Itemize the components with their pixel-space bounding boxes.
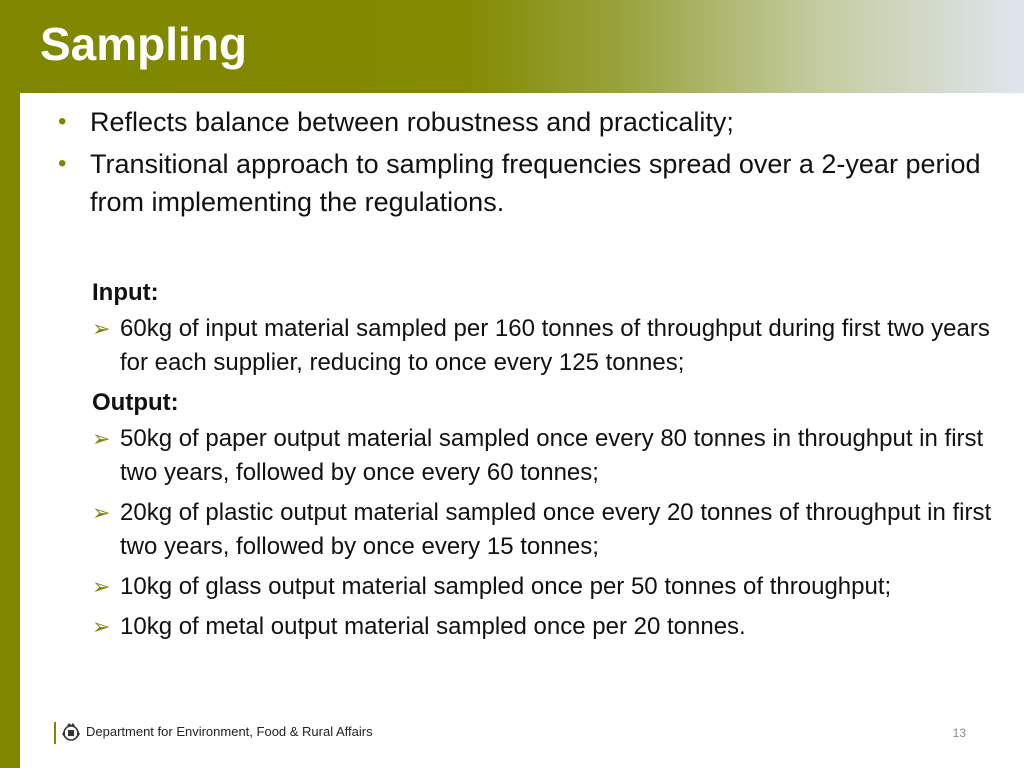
bullet-dot-icon: •: [58, 150, 67, 177]
slide-title: Sampling: [40, 18, 248, 70]
main-bullet-list: [58, 103, 1003, 225]
page-number: 13: [952, 726, 966, 740]
royal-crest-icon: [60, 720, 82, 744]
input-heading: Input:: [92, 279, 159, 306]
slide-header: [0, 0, 1024, 93]
bullet-item: [58, 145, 1003, 221]
sub-bullet-text: 10kg of metal output material sampled once per 20 tonnes.: [120, 613, 746, 640]
footer-divider: [54, 722, 56, 744]
department-name: Department for Environment, Food & Rural Affairs: [86, 724, 373, 739]
bullet-text: Transitional approach to sampling frequencies spread over a 2-year period from implementing the regulations.: [90, 149, 981, 217]
arrow-bullet-icon: ➢: [92, 426, 111, 451]
sub-bullet-text: 10kg of glass output material sampled once per 50 tonnes of throughput;: [120, 573, 892, 600]
sub-bullet-item: [92, 496, 992, 564]
left-accent-bar: [0, 93, 20, 768]
sub-bullet-item: [92, 610, 992, 644]
sub-bullet-text: 20kg of plastic output material sampled once every 20 tonnes of throughput in first two years, followed by once every 15 tonnes;: [120, 499, 992, 560]
sub-bullet-text: 60kg of input material sampled per 160 tonnes of throughput during first two years for each supplier, reducing to once every 125 tonnes;: [120, 315, 990, 376]
slide-content: [20, 93, 1024, 768]
bullet-text: Reflects balance between robustness and practicality;: [90, 107, 734, 137]
bullet-item: [58, 103, 1003, 141]
slide-footer: [54, 720, 974, 746]
arrow-bullet-icon: ➢: [92, 500, 111, 525]
sub-bullet-item: [92, 422, 992, 490]
bullet-dot-icon: •: [58, 108, 67, 135]
arrow-bullet-icon: ➢: [92, 614, 111, 639]
arrow-bullet-icon: ➢: [92, 574, 111, 599]
arrow-bullet-icon: ➢: [92, 316, 111, 341]
sub-bullet-text: 50kg of paper output material sampled once every 80 tonnes in throughput in first two years, followed by once every 60 tonnes;: [120, 425, 984, 486]
input-section: [92, 276, 992, 650]
sub-bullet-item: [92, 312, 992, 380]
output-heading: Output:: [92, 389, 179, 416]
sub-bullet-item: [92, 570, 992, 604]
